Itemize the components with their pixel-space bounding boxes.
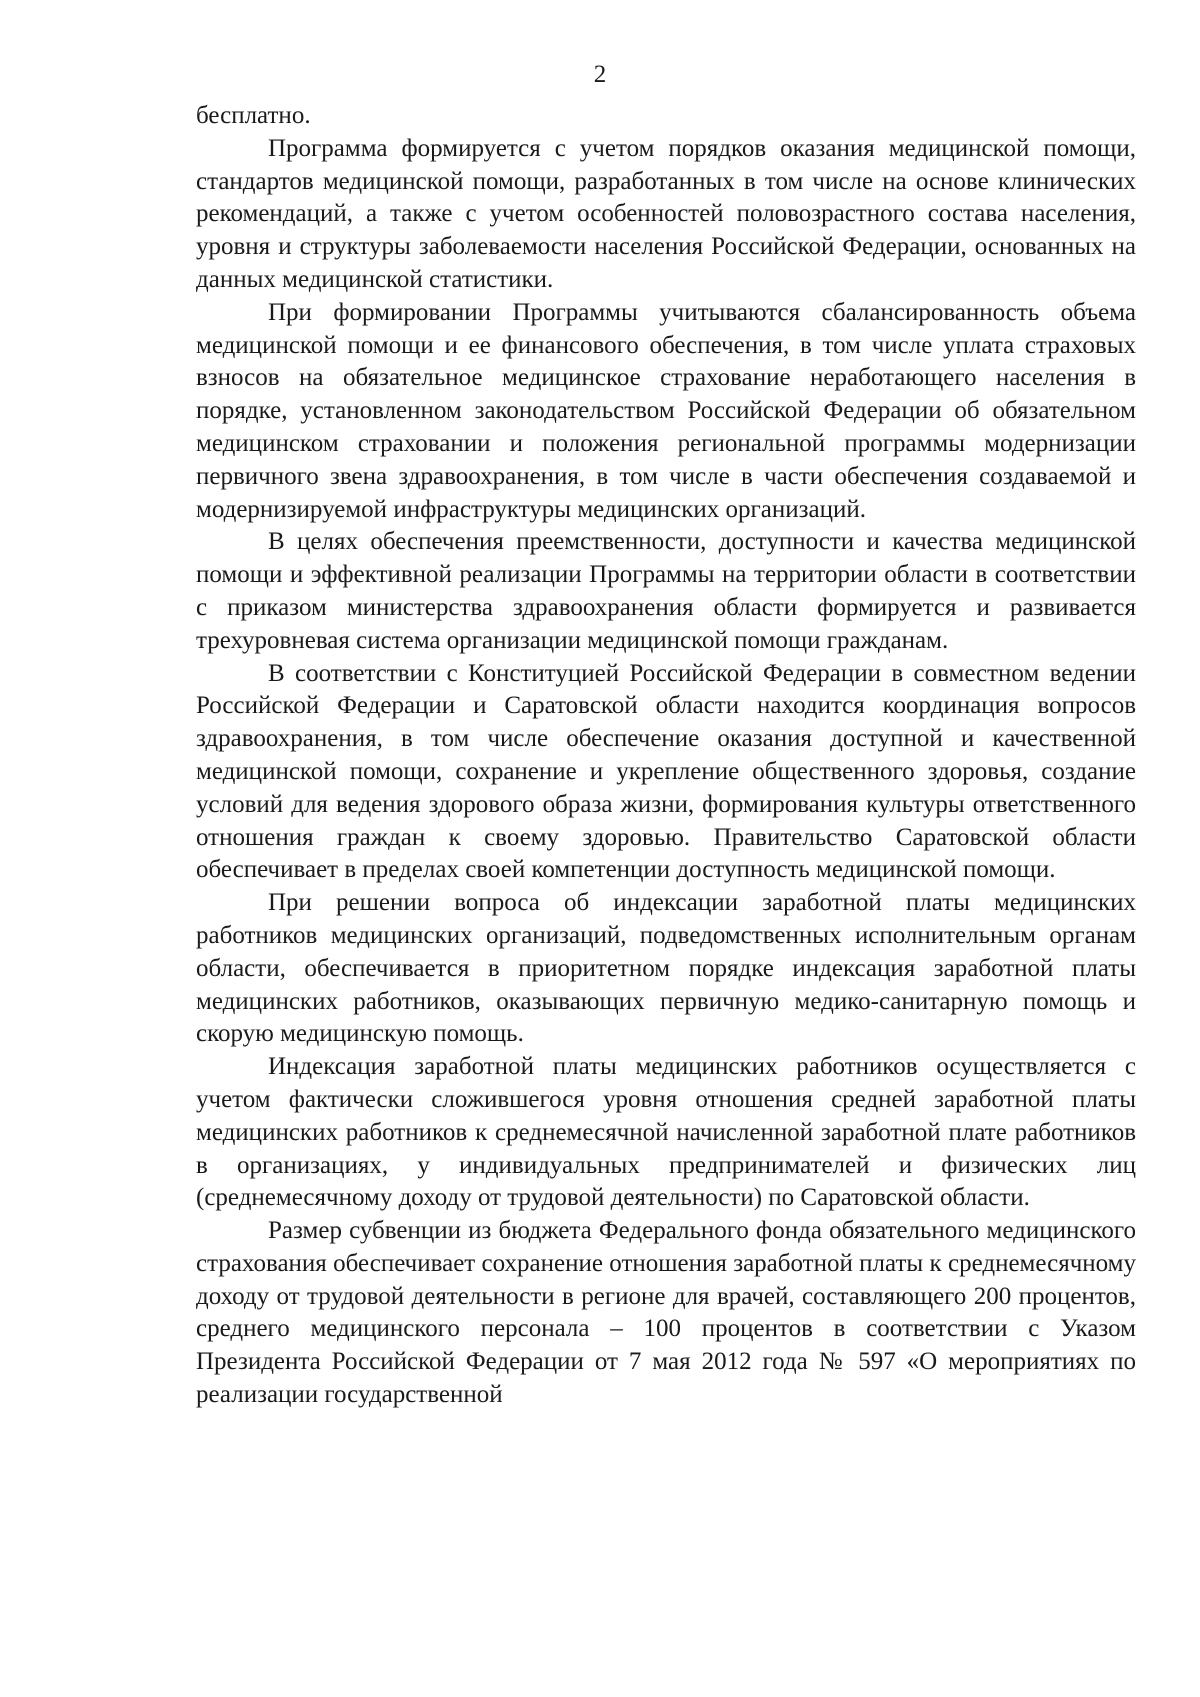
- paragraph-continuation: бесплатно.: [196, 102, 311, 129]
- paragraph-three-level-system: В целях обеспечения преемственности, доступности и качества медицинской помощи и эффективной реализации Программы на территории области в соответствии с приказом министерства здравоохранения области формируется и развивается трехуровневая система организации медицинской помощи гражданам.: [196, 528, 1136, 654]
- document-body: [196, 100, 1136, 1412]
- paragraph-subvention-size: Размер субвенции из бюджета Федерального фонда обязательного медицинского страхования обеспечивает сохранение отношения заработной платы к среднемесячному доходу от трудовой деятельности в регионе для врачей, составляющего 200 процентов, среднего медицинского персонала – 100 процентов в соответствии с Указом Президента Российской Федерации от 7 мая 2012 года № 597 «О мероприятиях по реализации государственной: [196, 1217, 1136, 1409]
- paragraph-salary-indexation-priority: При решении вопроса об индексации заработной платы медицинских работников медицинских организаций, подведомственных исполнительным органам области, обеспечивается в приоритетном порядке индексация заработной платы медицинских работников, оказывающих первичную медико-санитарную помощь и скорую медицинскую помощь.: [196, 889, 1136, 1048]
- paragraph-constitution: В соответствии с Конституцией Российской Федерации в совместном ведении Российской Федерации и Саратовской области находится координация вопросов здравоохранения, в том числе обеспечение оказания доступной и качественной медицинской помощи, сохранение и укрепление общественного здоровья, создание условий для ведения здорового образа жизни, формирования культуры ответственного отношения граждан к своему здоровью. Правительство Саратовской области обеспечивает в пределах своей компетенции доступность медицинской помощи.: [196, 659, 1136, 884]
- page-number: 2: [593, 61, 607, 88]
- paragraph-program-formation: Программа формируется с учетом порядков оказания медицинской помощи, стандартов медицинской помощи, разработанных в том числе на основе клинических рекомендаций, а также с учетом особенностей половозрастного состава населения, уровня и структуры заболеваемости населения Российской Федерации, основанных на данных медицинской статистики.: [196, 134, 1136, 293]
- paragraph-salary-indexation-level: Индексация заработной платы медицинских работников осуществляется с учетом фактически сложившегося уровня отношения средней заработной платы медицинских работников к среднемесячной начисленной заработной плате работников в организациях, у индивидуальных предпринимателей и физических лиц (среднемесячному доходу от трудовой деятельности) по Саратовской области.: [196, 1053, 1136, 1212]
- paragraph-program-balance: При формировании Программы учитываются сбалансированность объема медицинской помощи и ее финансового обеспечения, в том числе уплата страховых взносов на обязательное медицинское страхование неработающего населения в порядке, установленном законодательством Российской Федерации об обязательном медицинском страховании и положения региональной программы модернизации первичного звена здравоохранения, в том числе в части обеспечения создаваемой и модернизируемой инфраструктуры медицинских организаций.: [196, 298, 1136, 523]
